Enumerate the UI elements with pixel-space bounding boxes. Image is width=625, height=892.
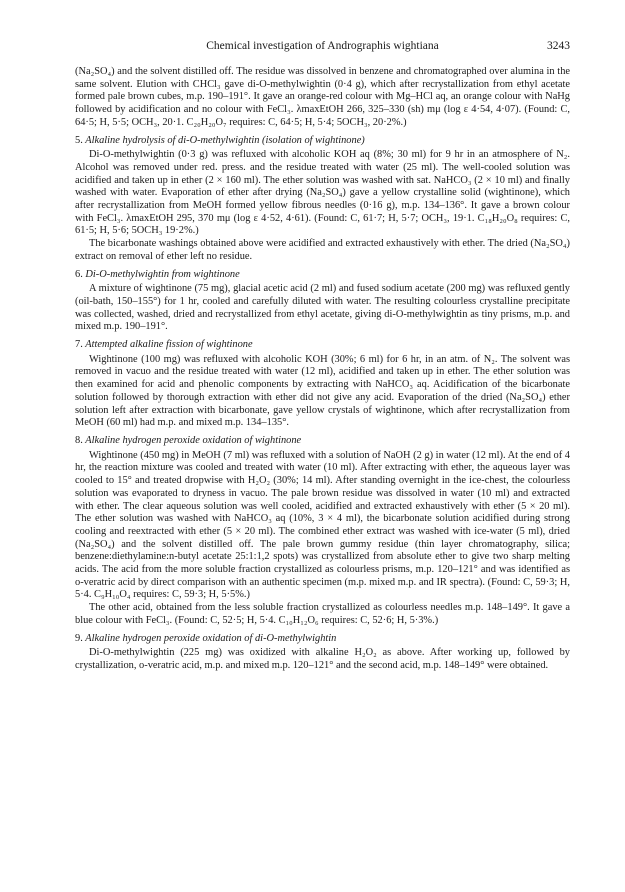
page-number: 3243: [547, 40, 570, 52]
section-heading: [75, 339, 570, 352]
section-title: Alkaline hydrogen peroxide oxidation of di-O-methylwightin: [85, 632, 337, 644]
section-number: 9.: [75, 632, 83, 644]
section-number: 6.: [75, 268, 83, 280]
section-heading: [75, 269, 570, 282]
section-number: 8.: [75, 434, 83, 446]
section-title: Alkaline hydrogen peroxide oxidation of wightinone: [85, 434, 302, 446]
running-header: [75, 40, 570, 56]
paragraph: Di-O-methylwightin (225 mg) was oxidized with alkaline H₂O₂ as above. After working up, followed by crystallization, o-veratric acid, m.p. and mixed m.p. 120–121° and the second acid, m.p. 148–149° were obtained.: [75, 647, 570, 671]
running-title: Chemical investigation of Andrographis wightiana: [206, 40, 439, 52]
section-6: [75, 269, 570, 335]
section-number: 7.: [75, 339, 83, 351]
section-title: Alkaline hydrolysis of di-O-methylwightin (isolation of wightinone): [85, 134, 365, 146]
article-body: [75, 66, 570, 673]
paragraph: The other acid, obtained from the less soluble fraction crystallized as colourless needles m.p. 148–149°. It gave a blue colour with FeCl₃. (Found: C, 52·5; H, 5·4. C₁₀H₁₂O₆ requires: C, 52·6; H, 5·3%.): [75, 602, 570, 626]
section-5: [75, 135, 570, 264]
paragraph: Wightinone (100 mg) was refluxed with alcoholic KOH (30%; 6 ml) for 6 hr, in an atm. of N₂. The solvent was removed in vacuo and the residue treated with water (12 ml), acidified and taken up in ether. The ether solution was then examined for acid and phenolic components by extracting with NaHCO₃ aq. Acidification of the bicarbonate solution followed by thorough extraction with ether did not give any acid. Evaporation of the dried (Na₂SO₄) ether solution left after extraction with bicarbonate, gave yellow crystals of wightinone, which after recrystallization from MeOH (60 ml) had m.p. and mixed m.p. 134–135°.: [75, 353, 570, 429]
paragraph: Di-O-methylwightin (0·3 g) was refluxed with alcoholic KOH aq (8%; 30 ml) for 9 hr in an atmosphere of N₂. Alcohol was removed under red. press. and the residue treated with water (25 ml). The well-cooled solution was acidified and taken up in ether (2 × 160 ml). The ether solution was washed with sat. NaHCO₃ (2 × 10 ml) and finally washed with water. Evaporation of ether after drying (Na₂SO₄) gave a yellow crystalline solid (wightinone), which after recrystallization from MeOH formed yellow fibrous needles (0·16 g), m.p. 134–136°. It gave a brown colour with FeCl₃. λmaxEtOH 295, 370 mμ (log ε 4·52, 4·61). (Found: C, 61·7; H, 5·7; OCH₃, 19·1. C₁₈H₂₀O₈ requires: C, 61·5; H, 5·6; 5OCH₃ 19·2%.): [75, 149, 570, 237]
paragraph: A mixture of wightinone (75 mg), glacial acetic acid (2 ml) and fused sodium acetate (200 mg) was refluxed gently (oil-bath, 150–155°) for 1 hr, cooled and carefully diluted with water. The resulting colourless crystalline precipitate was collected, washed, dried and recrystallized from ethyl acetate, giving di-O-methylwightin as tiny prisms, m.p. and mixed m.p. 190–191°.: [75, 283, 570, 333]
continuation-paragraph: (Na₂SO₄) and the solvent distilled off. The residue was dissolved in benzene and chromatographed over alumina in the same solvent. Elution with CHCl₃ gave di-O-methylwightin (0·4 g), which after recrystallization from ethyl acetate formed pale brown cubes, m.p. 190–191°. It gave an orange-red colour with Mg–HCl aq, an orange colour with NaHg followed by acidification and no colour with FeCl₃. λmaxEtOH 266, 325–330 (sh) mμ (log ε 4·54, 4·07). (Found: C, 64·5; H, 5·5; OCH₃, 20·1. C₂₀H₂₀O₇ requires: C, 64·5; H, 5·4; 5OCH₃, 20·2%.): [75, 66, 570, 128]
section-heading: [75, 135, 570, 148]
section-heading: [75, 633, 570, 646]
section-number: 5.: [75, 134, 83, 146]
section-title: Attempted alkaline fission of wightinone: [85, 339, 253, 351]
section-title: Di-O-methylwightin from wightinone: [85, 268, 240, 280]
paragraph: The bicarbonate washings obtained above were acidified and extracted exhaustively with ether. The dried (Na₂SO₄) extract on removal of ether left no residue.: [75, 238, 570, 262]
section-7: [75, 339, 570, 430]
section-9: [75, 633, 570, 673]
paragraph: Wightinone (450 mg) in MeOH (7 ml) was refluxed with a solution of NaOH (2 g) in water (12 ml). At the end of 4 hr, the reaction mixture was cooled and treated with water (10 ml). After extracting with ether, the aqueous layer was cooled to 15° and treated dropwise with H₂O₂ (30%; 14 ml). After standing overnight in the ice-chest, the colourless solution was evaporated to dryness in vacuo. The pale brown residue was dissolved in water (10 ml) and extracted with ether. The clear aqueous solution was well cooled, acidified and extracted exhaustively with ether (5 × 20 ml). The ether solution was washed with NaHCO₃ aq (10%, 3 × 4 ml), the bicarbonate solution acidified during strong cooling and reextracted with ether (5 × 20 ml). The combined ether extract was washed with ice-water (5 ml), dried (Na₂SO₄) and the solvent distilled off. The pale brown gummy residue (thin layer chromatography, silica; benzene:diethylamine:n-butyl acetate 25:1:1,2 spots) was crystallized from absolute ether to give two sharp melting acids. The acid from the more soluble fraction crystallized as colourless prisms, m.p. 120–121° and was identified as o-veratric acid by direct comparison with an authentic specimen (m.p. mixed m.p. and IR spectra). (Found: C, 59·3; H, 5·4. C₉H₁₀O₄ requires: C, 59·3; H, 5·5%.): [75, 449, 570, 601]
section-8: [75, 435, 570, 628]
section-heading: [75, 435, 570, 448]
